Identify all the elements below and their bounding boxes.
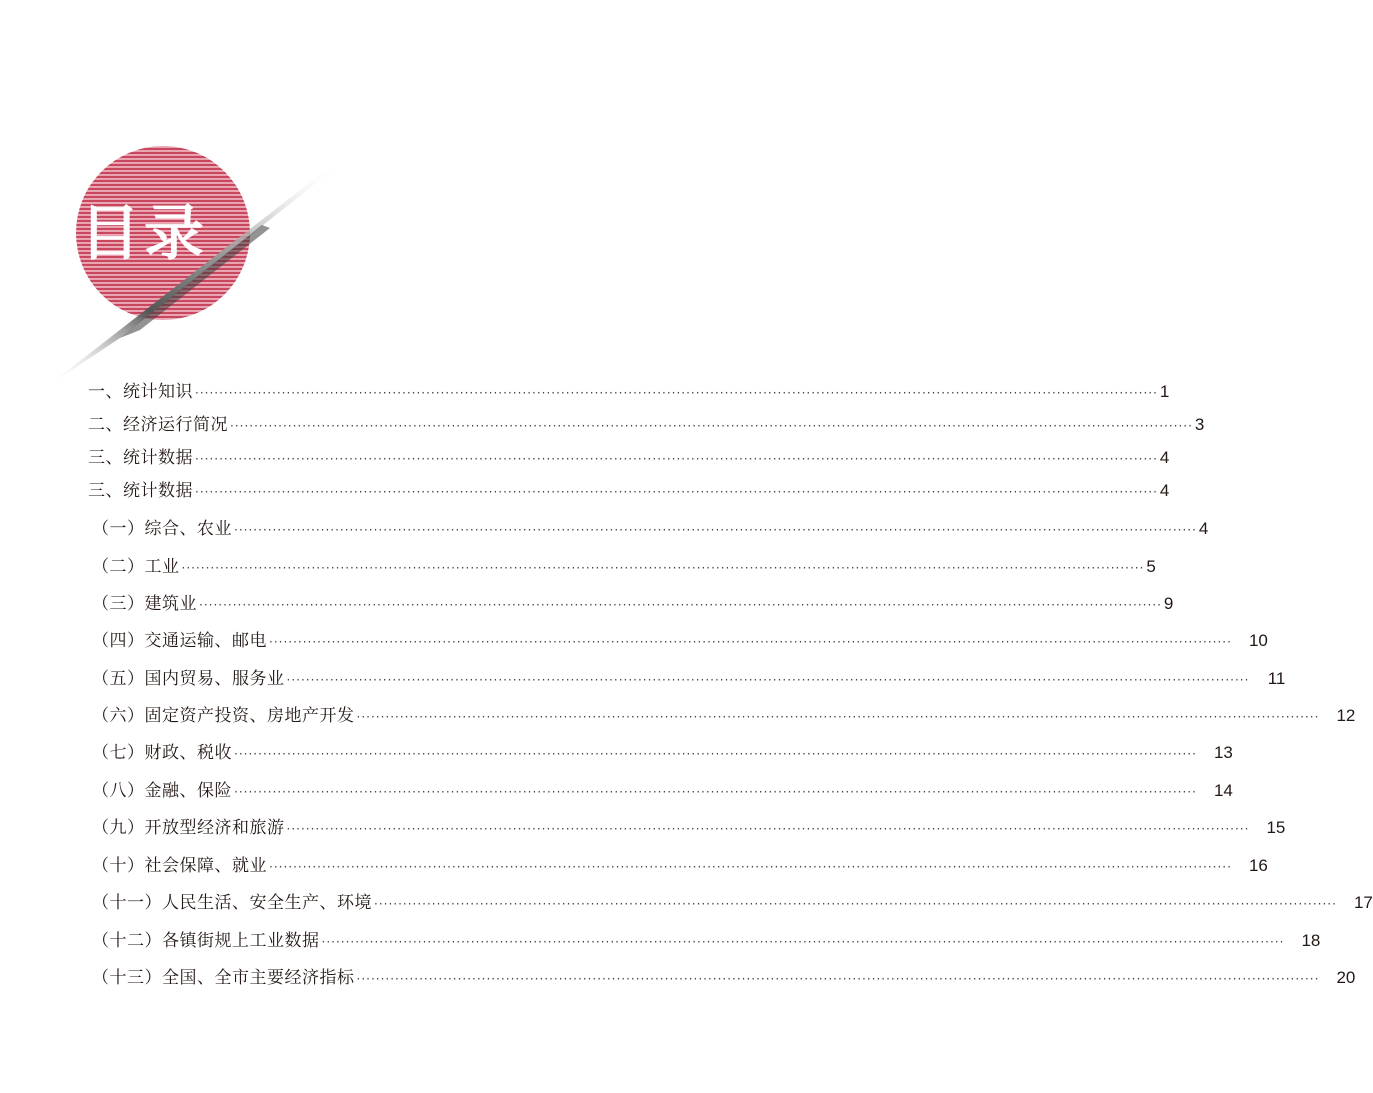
toc-entry-page: 4 bbox=[1159, 448, 1170, 467]
toc-entry[interactable] bbox=[88, 446, 1170, 471]
toc-entry[interactable] bbox=[92, 704, 1356, 729]
toc-entry-page: 10 bbox=[1248, 631, 1268, 650]
toc-entry-label: （十三）全国、全市主要经济指标 bbox=[92, 968, 355, 988]
toc-leader-dots: ········································································································································································································ bbox=[199, 598, 1162, 612]
toc-leader-dots: ········································································································································································································ bbox=[356, 710, 1320, 724]
toc-leader-dots: ········································································································································································································ bbox=[321, 935, 1285, 949]
toc-leader-dots: ········································································································································································································ bbox=[230, 419, 1193, 433]
toc-entry[interactable] bbox=[88, 380, 1170, 405]
toc-entry[interactable] bbox=[92, 854, 1268, 879]
toc-entry-page: 18 bbox=[1301, 931, 1321, 950]
toc-entry[interactable] bbox=[92, 555, 1156, 580]
toc-entry-page: 1 bbox=[1159, 382, 1170, 401]
toc-entry-label: （四）交通运输、邮电 bbox=[92, 631, 267, 651]
toc-leader-dots: ········································································································································································································ bbox=[181, 561, 1145, 575]
toc-entry-label: 二、经济运行简况 bbox=[88, 415, 228, 435]
toc-entry-page: 12 bbox=[1336, 706, 1356, 725]
toc-entry[interactable] bbox=[92, 517, 1209, 542]
toc-entry-label: （七）财政、税收 bbox=[92, 743, 232, 763]
toc-entry-label: （十一）人民生活、安全生产、环境 bbox=[92, 893, 372, 913]
toc-entry-label: 三、统计数据 bbox=[88, 481, 193, 501]
toc-entry[interactable] bbox=[92, 816, 1286, 841]
toc-entry[interactable] bbox=[88, 479, 1170, 504]
toc-entry-label: （六）固定资产投资、房地产开发 bbox=[92, 706, 355, 726]
toc-entry-label: 三、统计数据 bbox=[88, 448, 193, 468]
toc-entry-page: 17 bbox=[1353, 893, 1373, 912]
toc-entry-label: （八）金融、保险 bbox=[92, 781, 232, 801]
toc-leader-dots: ········································································································································································································ bbox=[195, 485, 1158, 499]
toc-entry-page: 20 bbox=[1336, 968, 1356, 987]
toc-leader-dots: ········································································································································································································ bbox=[234, 523, 1197, 537]
toc-entry[interactable] bbox=[88, 413, 1205, 438]
page-title: 目录 bbox=[80, 199, 208, 269]
toc-entry-page: 9 bbox=[1163, 594, 1174, 613]
toc-leader-dots: ········································································································································································································ bbox=[234, 785, 1197, 799]
toc-entry-label: （二）工业 bbox=[92, 557, 180, 577]
toc-entry[interactable] bbox=[92, 667, 1286, 692]
toc-entry-label: （九）开放型经济和旅游 bbox=[92, 818, 285, 838]
toc-entry-label: （十二）各镇街规上工业数据 bbox=[92, 931, 320, 951]
toc-entry[interactable] bbox=[92, 779, 1233, 804]
toc-entry-page: 11 bbox=[1267, 669, 1286, 688]
toc-entry-page: 13 bbox=[1213, 743, 1233, 762]
toc-entry[interactable] bbox=[92, 741, 1233, 766]
toc-leader-dots: ········································································································································································································ bbox=[356, 972, 1320, 986]
toc-leader-dots: ········································································································································································································ bbox=[234, 747, 1197, 761]
toc-entry-page: 4 bbox=[1198, 519, 1209, 538]
toc-entry[interactable] bbox=[92, 966, 1356, 991]
toc-entry-label: （五）国内贸易、服务业 bbox=[92, 669, 285, 689]
toc-entry-label: （十）社会保障、就业 bbox=[92, 856, 267, 876]
toc-entry-page: 16 bbox=[1248, 856, 1268, 875]
toc-leader-dots: ········································································································································································································ bbox=[195, 452, 1158, 466]
toc-leader-dots: ········································································································································································································ bbox=[269, 635, 1232, 649]
toc-leader-dots: ········································································································································································································ bbox=[286, 822, 1250, 836]
toc-entry-label: （三）建筑业 bbox=[92, 594, 197, 614]
toc-entry-page: 5 bbox=[1146, 557, 1156, 576]
toc-entry-page: 15 bbox=[1266, 818, 1286, 837]
toc-entry-label: 一、统计知识 bbox=[88, 382, 193, 402]
toc-entry-label: （一）综合、农业 bbox=[92, 519, 232, 539]
toc-leader-dots: ········································································································································································································ bbox=[374, 897, 1337, 911]
toc-leader-dots: ········································································································································································································ bbox=[269, 860, 1232, 874]
toc-entry-page: 14 bbox=[1213, 781, 1233, 800]
toc-leader-dots: ········································································································································································································ bbox=[195, 386, 1158, 400]
toc-entry-page: 3 bbox=[1194, 415, 1205, 434]
toc-leader-dots: ········································································································································································································ bbox=[286, 673, 1250, 687]
toc-entry[interactable] bbox=[92, 629, 1268, 654]
toc-entry[interactable] bbox=[92, 929, 1321, 954]
toc-entry[interactable] bbox=[92, 592, 1174, 617]
toc-entry[interactable] bbox=[92, 891, 1373, 916]
toc-entry-page: 4 bbox=[1159, 481, 1170, 500]
